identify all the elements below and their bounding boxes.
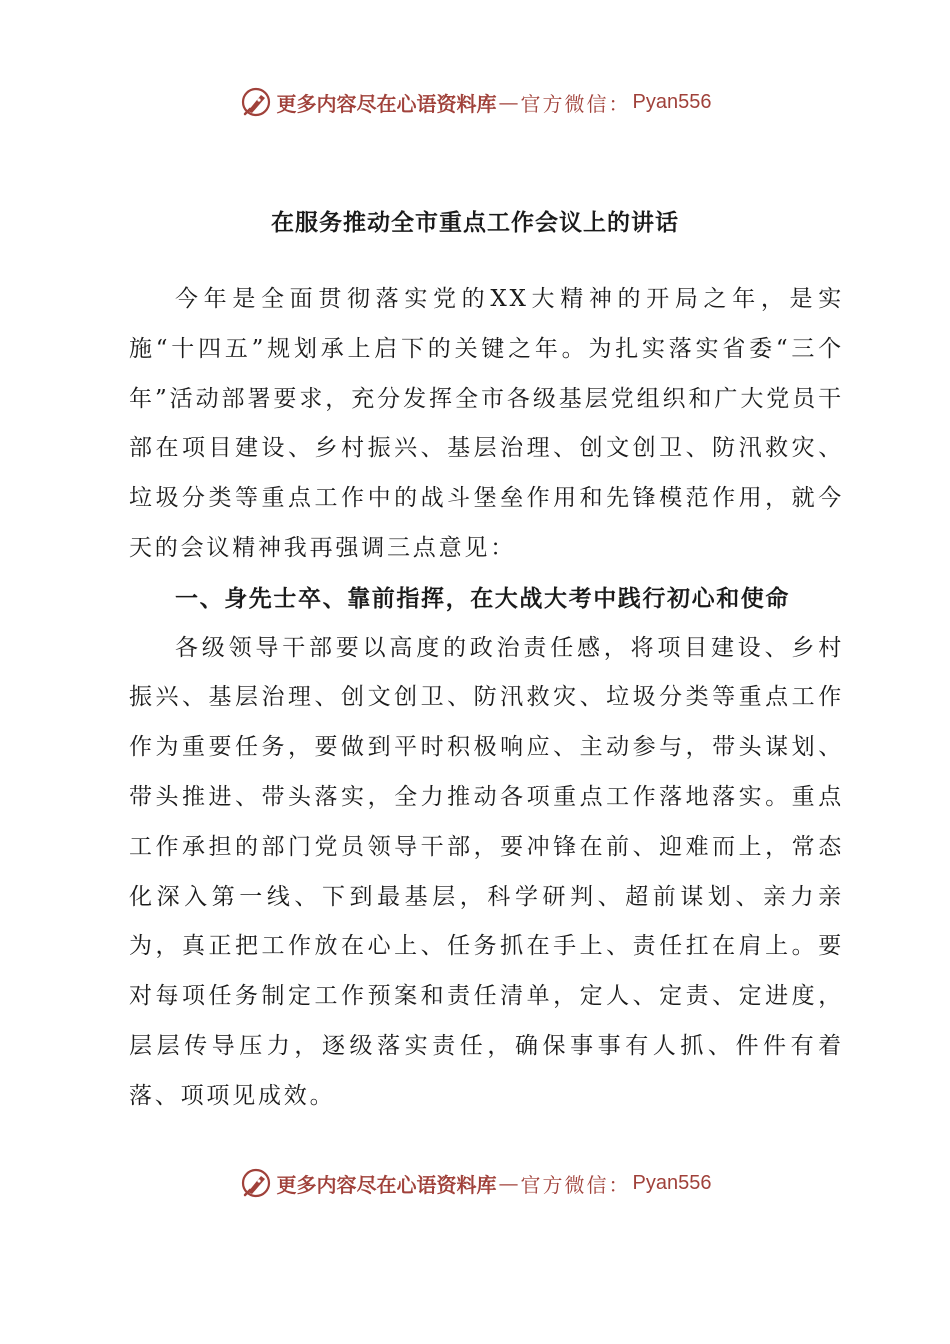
footer-watermark-banner xyxy=(0,1161,950,1205)
banner-main-text: 更多内容尽在心语资料库 xyxy=(276,1172,497,1197)
section-heading: 一、身先士卒、靠前指挥，在大战大考中践行初心和使命 xyxy=(175,584,790,612)
banner-wechat-id: Pyan556 xyxy=(632,90,712,113)
pen-nib-logo-icon xyxy=(239,1166,273,1200)
document-body xyxy=(129,275,844,1122)
banner-wechat-label: 官方微信： xyxy=(520,91,631,116)
section-paragraph: 各级领导干部要以高度的政治责任感，将项目建设、乡村振兴、基层治理、创文创卫、防汛救灾、垃圾分类等重点工作作为重要任务，要做到平时积极响应、主动参与，带头谋划、带头推进、带头落实，全力推动各项重点工作落地落实。重点工作承担的部门党员领导干部，要冲锋在前、迎难而上，常态化深入第一线、下到最基层，科学研判、超前谋划、亲力亲为，真正把工作放在心上、任务抓在手上、责任扛在肩上。要对每项任务制定工作预案和责任清单，定人、定责、定进度，层层传导压力，逐级落实责任，确保事事有人抓、件件有着落、项项见成效。 xyxy=(129,634,844,1109)
banner-separator: — xyxy=(498,1171,519,1195)
banner-wechat-id: Pyan556 xyxy=(632,1171,712,1194)
banner-wechat-label: 官方微信： xyxy=(520,1172,631,1197)
banner-main-text: 更多内容尽在心语资料库 xyxy=(276,91,497,116)
banner-separator: — xyxy=(498,90,519,114)
intro-paragraph: 今年是全面贯彻落实党的XX大精神的开局之年，是实施“十四五”规划承上启下的关键之年。为扎实落实省委“三个年”活动部署要求，充分发挥全市各级基层党组织和广大党员干部在项目建设、乡村振兴、基层治理、创文创卫、防汛救灾、垃圾分类等重点工作中的战斗堡垒作用和先锋模范作用，就今天的会议精神我再强调三点意见： xyxy=(129,286,844,561)
header-watermark-banner xyxy=(0,80,950,124)
pen-nib-logo-icon xyxy=(239,85,273,119)
document-title: 在服务推动全市重点工作会议上的讲话 xyxy=(271,209,679,236)
